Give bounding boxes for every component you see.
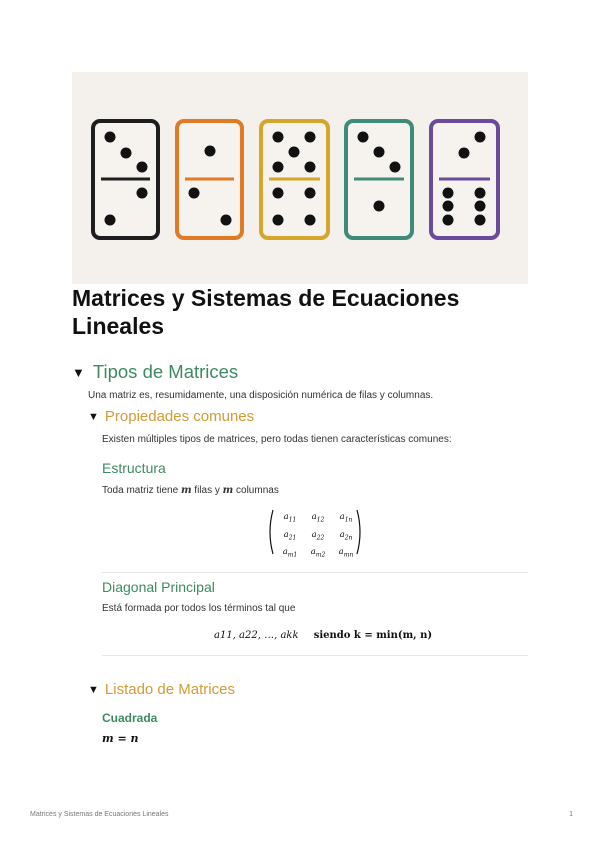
triangle-down-icon[interactable]: ▼: [88, 410, 99, 423]
domino-teal: [346, 121, 412, 238]
square-heading: Cuadrada: [102, 711, 158, 725]
list-heading: Listado de Matrices: [104, 681, 235, 698]
matrix-cell: $a_{2n}$: [339, 529, 353, 542]
diagonal-text: Está formada por todos los términos tal que: [102, 603, 296, 614]
domino-black: [93, 121, 158, 238]
section-intro: Una matriz es, resumidamente, una disposición numérica de filas y columnas.: [88, 390, 434, 401]
structure-heading: Estructura: [102, 460, 166, 476]
diagonal-terms: a11, a22, …, akk: [214, 630, 299, 641]
matrix-cell: $a_{m1}$: [282, 547, 298, 560]
divider: [102, 655, 528, 656]
cover-image: [72, 72, 528, 284]
structure-text: [102, 485, 279, 496]
math-m: m: [180, 485, 192, 496]
domino-yellow: [261, 121, 328, 238]
domino-orange: [177, 121, 242, 238]
subsection-heading: Propiedades comunes: [104, 408, 255, 425]
domino-purple: [431, 121, 498, 238]
math-n: m: [222, 485, 234, 496]
page-number: 1: [569, 811, 573, 818]
toggle-propiedades-comunes[interactable]: [88, 408, 254, 425]
matrix-cell: $a_{21}$: [283, 529, 297, 542]
structure-text-before: Toda matriz tiene: [102, 485, 181, 496]
matrix-cell: $a_{mn}$: [338, 547, 354, 560]
matrix-cell: $a_{m2}$: [310, 547, 326, 560]
diagonal-formula: [214, 630, 432, 641]
square-formula: m = n: [102, 732, 139, 745]
triangle-down-icon[interactable]: ▼: [72, 364, 85, 380]
structure-text-after: columnas: [233, 485, 279, 496]
properties-intro: Existen múltiples tipos de matrices, pero todas tienen características comunes:: [102, 434, 452, 445]
matrix-cell: $a_{1n}$: [339, 512, 353, 524]
toggle-tipos-de-matrices[interactable]: [72, 361, 238, 383]
matrix-grid: [276, 511, 360, 562]
toggle-listado-de-matrices[interactable]: [88, 681, 235, 698]
triangle-down-icon[interactable]: ▼: [88, 683, 99, 696]
matrix-formula: [266, 508, 364, 560]
footer-title: Matrices y Sistemas de Ecuaciones Lineales: [30, 811, 169, 818]
matrix-cell: $a_{22}$: [311, 529, 325, 542]
diagonal-heading: Diagonal Principal: [102, 579, 215, 595]
section-heading: Tipos de Matrices: [92, 361, 239, 382]
diagonal-condition: siendo k = min(m, n): [313, 630, 433, 641]
divider: [102, 572, 528, 573]
matrix-cell: $a_{12}$: [311, 512, 325, 524]
page-title: Matrices y Sistemas de Ecuaciones Lineales: [72, 285, 460, 339]
matrix-cell: $a_{11}$: [283, 512, 297, 524]
dominoes-illustration: [72, 72, 528, 284]
structure-text-middle: filas y: [191, 485, 223, 496]
